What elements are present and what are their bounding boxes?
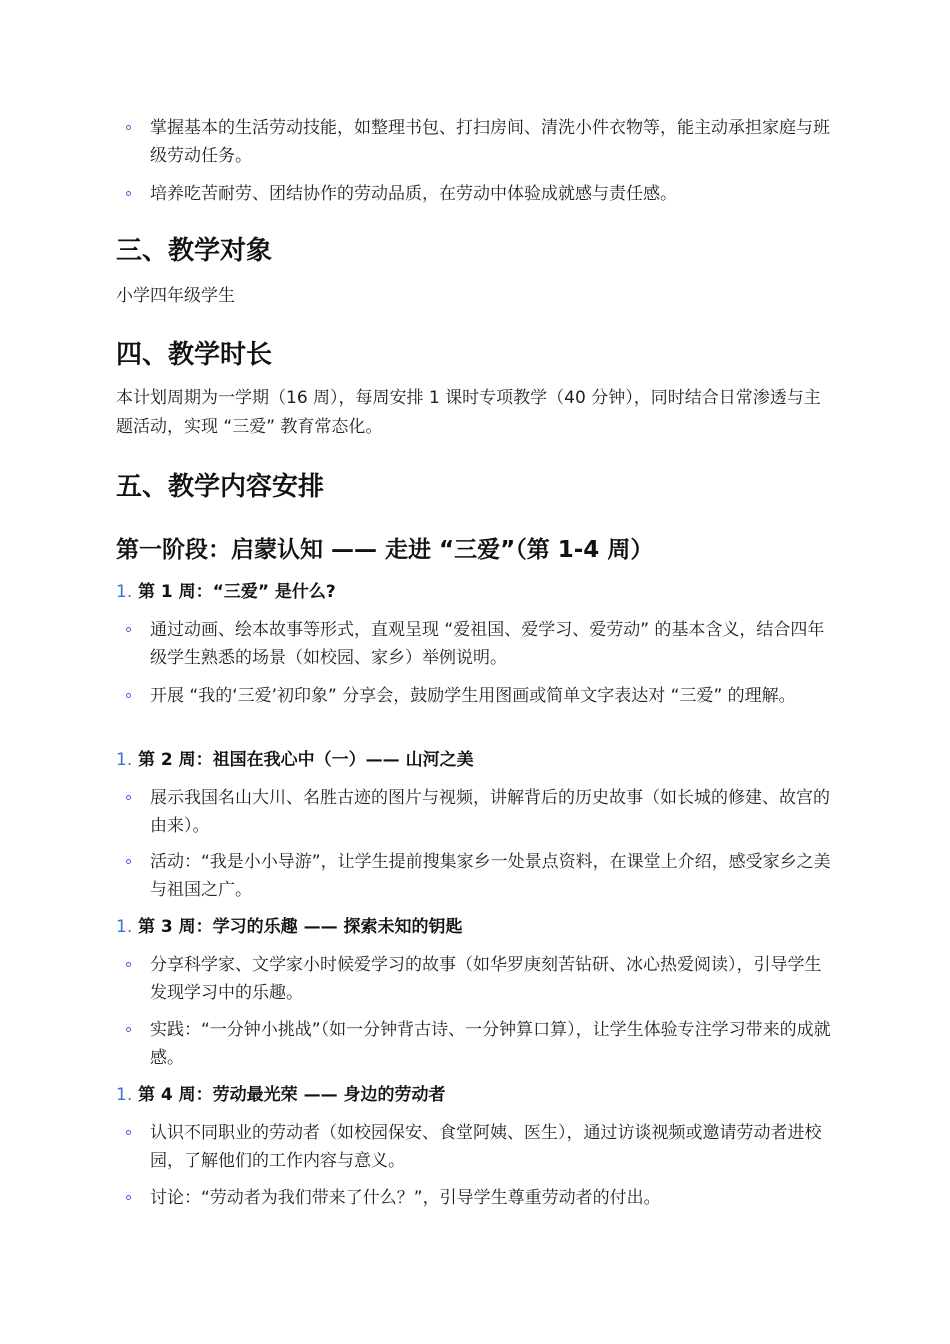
week-title: 第 2 周：祖国在我心中（一）—— 山河之美 bbox=[138, 750, 474, 770]
list-number: 1. bbox=[116, 582, 133, 602]
list-number: 1. bbox=[116, 917, 133, 937]
week-bullet: 实践：“一分钟小挑战”（如一分钟背古诗、一分钟算口算），让学生体验专注学习带来的成就感。 bbox=[150, 1016, 836, 1072]
week-bullet: 开展 “我的‘三爱’初印象” 分享会，鼓励学生用图画或简单文字表达对 “三爱” 的理解。 bbox=[150, 682, 836, 710]
bullet-circle-icon bbox=[126, 125, 131, 130]
section-heading: 五、教学内容安排 bbox=[116, 472, 325, 502]
week-bullet: 通过动画、绘本故事等形式，直观呈现 “爱祖国、爱学习、爱劳动” 的基本含义，结合四年级学生熟悉的场景（如校园、家乡）举例说明。 bbox=[150, 616, 836, 672]
week-title: 第 1 周：“三爱” 是什么? bbox=[138, 582, 336, 602]
week-bullet: 认识不同职业的劳动者（如校园保安、食堂阿姨、医生），通过访谈视频或邀请劳动者进校园，了解他们的工作内容与意义。 bbox=[150, 1119, 836, 1175]
section-body: 小学四年级学生 bbox=[116, 286, 235, 306]
week-bullet: 讨论：“劳动者为我们带来了什么？”，引导学生尊重劳动者的付出。 bbox=[150, 1184, 836, 1212]
week-bullet: 活动：“我是小小导游”，让学生提前搜集家乡一处景点资料，在课堂上介绍，感受家乡之美与祖国之广。 bbox=[150, 848, 836, 904]
bullet-circle-icon bbox=[126, 693, 131, 698]
bullet-circle-icon bbox=[126, 1027, 131, 1032]
week-bullet: 分享科学家、文学家小时候爱学习的故事（如华罗庚刻苦钻研、冰心热爱阅读），引导学生发现学习中的乐趣。 bbox=[150, 951, 836, 1007]
bullet-circle-icon bbox=[126, 191, 131, 196]
phase-heading: 第一阶段：启蒙认知 —— 走进 “三爱”（第 1-4 周） bbox=[116, 537, 654, 563]
section-heading: 四、教学时长 bbox=[116, 340, 273, 370]
section-body: 本计划周期为一学期（16 周），每周安排 1 课时专项教学（40 分钟），同时结合日常渗透与主题活动，实现 “三爱” 教育常态化。 bbox=[116, 388, 821, 437]
week-title: 第 3 周：学习的乐趣 —— 探索未知的钥匙 bbox=[138, 917, 463, 937]
bullet-circle-icon bbox=[126, 795, 131, 800]
bullet-circle-icon bbox=[126, 859, 131, 864]
bullet-circle-icon bbox=[126, 627, 131, 632]
list-number: 1. bbox=[116, 1085, 133, 1105]
week-bullet: 展示我国名山大川、名胜古迹的图片与视频，讲解背后的历史故事（如长城的修建、故宫的由来）。 bbox=[150, 784, 836, 840]
list-number: 1. bbox=[116, 750, 133, 770]
bullet-circle-icon bbox=[126, 962, 131, 967]
goal-bullet: 培养吃苦耐劳、团结协作的劳动品质，在劳动中体验成就感与责任感。 bbox=[150, 180, 836, 208]
bullet-circle-icon bbox=[126, 1130, 131, 1135]
section-heading: 三、教学对象 bbox=[116, 236, 273, 266]
week-title: 第 4 周：劳动最光荣 —— 身边的劳动者 bbox=[138, 1085, 446, 1105]
goal-bullet: 掌握基本的生活劳动技能，如整理书包、打扫房间、清洗小件衣物等，能主动承担家庭与班级劳动任务。 bbox=[150, 114, 836, 170]
bullet-circle-icon bbox=[126, 1195, 131, 1200]
